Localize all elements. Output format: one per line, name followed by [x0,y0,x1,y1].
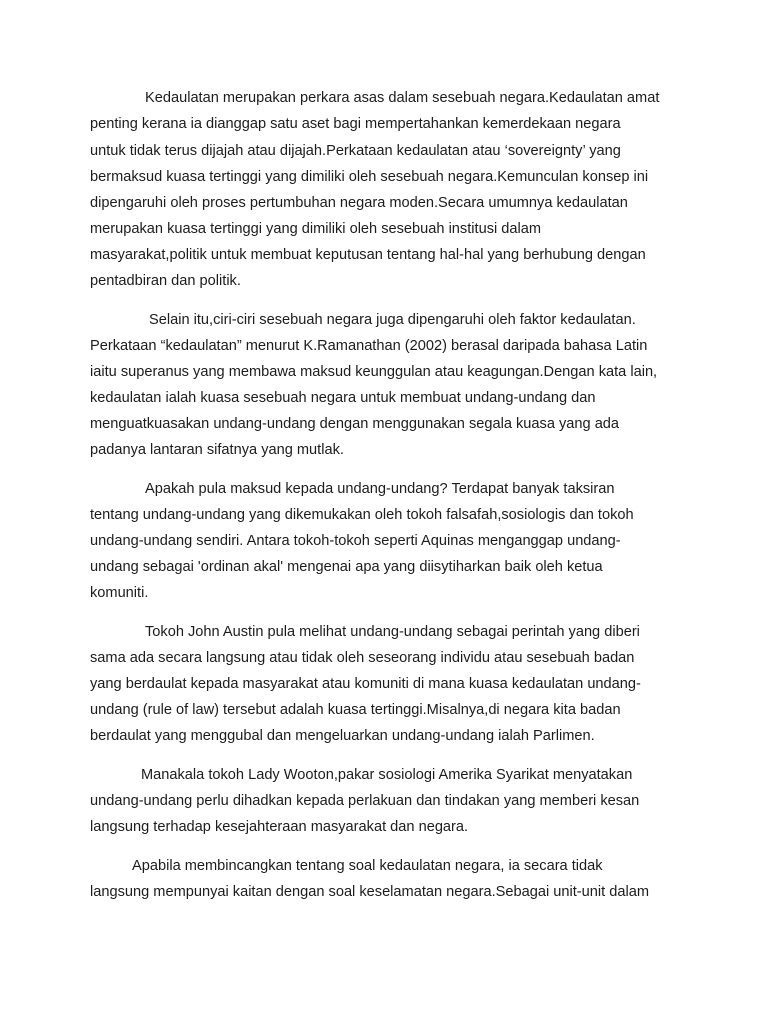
paragraph-1-line-4: bermaksud kuasa tertinggi yang dimiliki oleh sesebuah negara.Kemunculan konsep ini [90,169,649,185]
paragraph-4-line-1: Tokoh John Austin pula melihat undang-undang sebagai perintah yang diberi [145,624,640,640]
paragraph-2-line-2: Perkataan “kedaulatan” menurut K.Ramanathan (2002) berasal daripada bahasa Latin [90,338,648,354]
paragraph-2-line-5: menguatkuasakan undang-undang dengan menggunakan segala kuasa yang ada [90,416,620,432]
paragraph-4-line-2: sama ada secara langsung atau tidak oleh seseorang individu atau sesebuah badan [90,650,635,666]
paragraph-1-line-6: merupakan kuasa tertinggi yang dimiliki oleh sesebuah institusi dalam [90,221,542,237]
paragraph-2-line-1: Selain itu,ciri-ciri sesebuah negara juga dipengaruhi oleh faktor kedaulatan. [149,312,636,328]
paragraph-4-line-5: berdaulat yang menggubal dan mengeluarkan undang-undang ialah Parlimen. [90,728,595,744]
paragraph-2-line-6: padanya lantaran sifatnya yang mutlak. [90,442,344,458]
paragraph-1-line-7: masyarakat,politik untuk membuat keputusan tentang hal-hal yang berhubung dengan [90,247,646,263]
paragraph-4-line-4: undang (rule of law) tersebut adalah kuasa tertinggi.Misalnya,di negara kita badan [90,702,621,718]
paragraph-4-line-3: yang berdaulat kepada masyarakat atau komuniti di mana kuasa kedaulatan undang- [90,676,641,692]
paragraph-3-line-1: Apakah pula maksud kepada undang-undang? Terdapat banyak taksiran [145,481,615,497]
paragraph-3-line-4: undang sebagai 'ordinan akal' mengenai apa yang diisytiharkan baik oleh ketua [90,559,603,575]
paragraph-1-line-8: pentadbiran dan politik. [90,273,241,289]
paragraph-3-line-3: undang-undang sendiri. Antara tokoh-tokoh seperti Aquinas menganggap undang- [90,533,621,549]
paragraph-3-line-5: komuniti. [90,585,149,601]
paragraph-2-line-4: kedaulatan ialah kuasa sesebuah negara untuk membuat undang-undang dan [90,390,596,406]
paragraph-3-line-2: tentang undang-undang yang dikemukakan oleh tokoh falsafah,sosiologis dan tokoh [90,507,634,523]
paragraph-1-line-2: penting kerana ia dianggap satu aset bagi mempertahankan kemerdekaan negara [90,116,621,132]
paragraph-1-line-3: untuk tidak terus dijajah atau dijajah.Perkataan kedaulatan atau ‘sovereignty’ yang [90,143,621,159]
paragraph-5-line-3: langsung terhadap kesejahteraan masyarakat dan negara. [90,819,469,835]
paragraph-1-line-5: dipengaruhi oleh proses pertumbuhan negara moden.Secara umumnya kedaulatan [90,195,628,211]
paragraph-5-line-1: Manakala tokoh Lady Wooton,pakar sosiologi Amerika Syarikat menyatakan [141,767,633,783]
paragraph-6-line-1: Apabila membincangkan tentang soal kedaulatan negara, ia secara tidak [132,858,603,874]
paragraph-6-line-2: langsung mempunyai kaitan dengan soal keselamatan negara.Sebagai unit-unit dalam [90,884,649,900]
paragraph-1-line-1: Kedaulatan merupakan perkara asas dalam sesebuah negara.Kedaulatan amat [145,90,660,106]
paragraph-5-line-2: undang-undang perlu dihadkan kepada perlakuan dan tindakan yang memberi kesan [90,793,640,809]
paragraph-2-line-3: iaitu superanus yang membawa maksud keunggulan atau keagungan.Dengan kata lain, [90,364,658,380]
